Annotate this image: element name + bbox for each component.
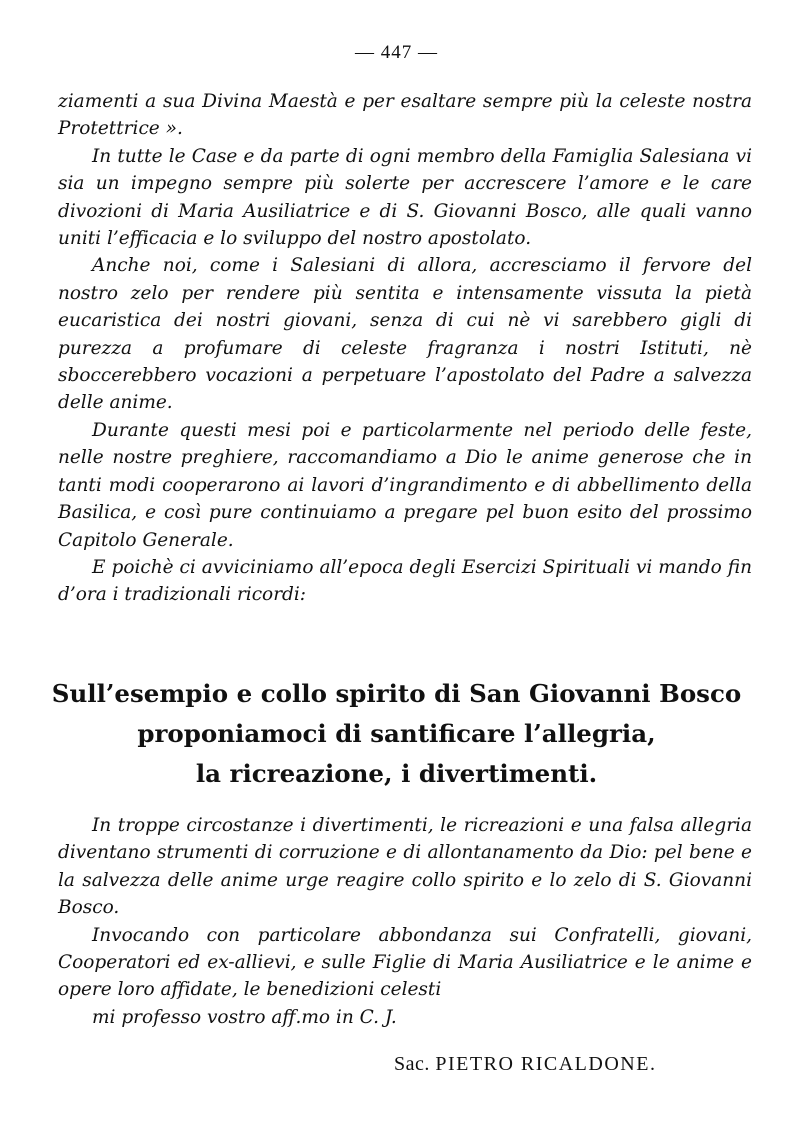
heading-line-2: proponiamoci di santificare l’allegria, (137, 719, 656, 748)
heading-line-3: la ricreazione, i divertimenti. (195, 759, 598, 788)
letter-body-bottom (58, 812, 752, 1031)
paragraph-closing: mi professo vostro aff.mo in C. J. (92, 1006, 397, 1028)
paragraph-case-salesiane: In tutte le Case e da parte di ogni membro della Famiglia Salesiana vi sia un impegno sempre più solerte per accrescere l’amore e le care divozioni di Maria Ausiliatrice e di S. Giovanni Bosco, alle quali vanno uniti l’efficacia e lo sviluppo del nostro apostolato. (58, 145, 752, 250)
paragraph-preghiere: Durante questi mesi poi e particolarmente nel periodo delle feste, nelle nostre preghiere, raccomandiamo a Dio le anime generose che in tanti modi cooperarono ai lavori d’ingrandimento e di abbellimento della Basilica, e così pure continuiamo a pregare pel buon esito del prossimo Capitolo Generale. (58, 419, 752, 551)
signature (394, 1053, 656, 1076)
paragraph-continuation: ziamenti a sua Divina Maestà e per esaltare sempre più la celeste nostra Protettrice ». (58, 91, 752, 140)
signature-prefix: Sac. (394, 1053, 430, 1075)
paragraph-divertimenti: In troppe circostanze i divertimenti, le ricreazioni e una falsa allegria diventano strumenti di corruzione e di allontanamento da Dio: pel bene e la salvezza delle anime urge reagire collo spirito e lo zelo di S. Giovanni Bosco. (58, 815, 752, 919)
signature-name: PIETRO RICALDONE. (435, 1053, 657, 1075)
paragraph-esercizi-spirituali: E poichè ci avviciniamo all’epoca degli Esercizi Spirituali vi mando fin d’ora i tradizionali ricordi: (58, 556, 752, 606)
page-number: — 447 — (355, 42, 438, 63)
paragraph-benedizioni: Invocando con particolare abbondanza sui Confratelli, giovani, Cooperatori ed ex-allievi, e sulle Figlie di Maria Ausiliatrice e le anime e opere loro affidate, le benedizioni celesti (58, 924, 752, 1001)
letter-body-top (58, 88, 752, 609)
ricordi-heading (30, 674, 763, 794)
paragraph-pieta-eucaristica: Anche noi, come i Salesiani di allora, accresciamo il fervore del nostro zelo per rendere più sentita e intensamente vissuta la pietà eucaristica dei nostri giovani, senza di cui nè vi sarebbero gigli di purezza a profumare di celeste fragranza i nostri Istituti, nè sboccerebbero vocazioni a perpetuare l’apostolato del Padre a salvezza delle anime. (58, 255, 752, 414)
heading-line-1: Sull’esempio e collo spirito di San Giovanni Bosco (51, 679, 742, 708)
